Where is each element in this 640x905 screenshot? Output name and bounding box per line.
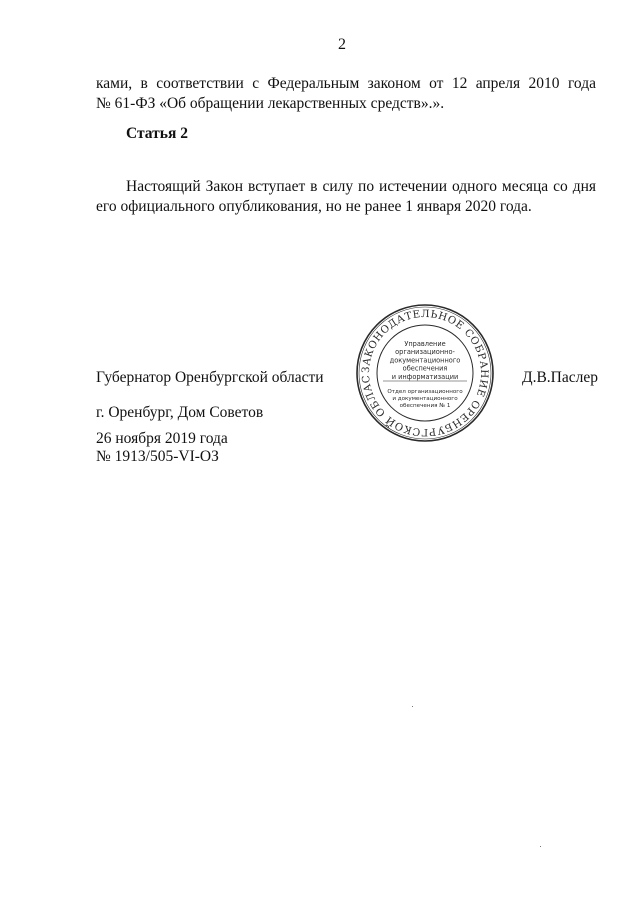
seal-inner-line: документационного: [389, 356, 461, 365]
seal-dept-line: Отдел организационного: [387, 389, 463, 395]
governor-title: Губернатор Оренбургской области: [96, 369, 324, 386]
official-seal: [355, 303, 495, 443]
seal-ring-text: ЗАКОНОДАТЕЛЬНОЕ СОБРАНИЕ ОРЕНБУРГСКОЙ ОБЛАС: [360, 308, 490, 438]
signer-name: Д.В.Паслер: [522, 369, 598, 386]
seal-dept-line: и документационного: [392, 396, 458, 402]
signing-place: г. Оренбург, Дом Советов: [96, 404, 264, 421]
effective-date-paragraph: Настоящий Закон вступает в силу по истечении одного месяца со дня его официального опубликования, но не ранее 1 января 2020 года.: [96, 178, 596, 215]
seal-inner-line: обеспечения: [402, 364, 448, 373]
scan-speck: [540, 846, 541, 847]
seal-inner-line: и информатизации: [391, 372, 459, 381]
article-title: Статья 2: [126, 125, 188, 142]
law-number: № 1913/505-VI-ОЗ: [96, 448, 219, 465]
paragraph-1-line-1: ками, в соответствии с Федеральным законом от 12 апреля 2010 года: [96, 75, 596, 92]
scan-speck: [412, 706, 413, 707]
paragraph-1-line-2: № 61-ФЗ «Об обращении лекарственных средств».».: [96, 95, 445, 112]
seal-inner-line: Управление: [404, 340, 446, 348]
signing-date: 26 ноября 2019 года: [96, 430, 228, 447]
seal-stamp-icon: [355, 303, 495, 443]
seal-dept-line: обеспечения № 1: [399, 403, 451, 409]
page-number: 2: [338, 36, 346, 53]
seal-inner-line: организационно-: [395, 348, 455, 357]
